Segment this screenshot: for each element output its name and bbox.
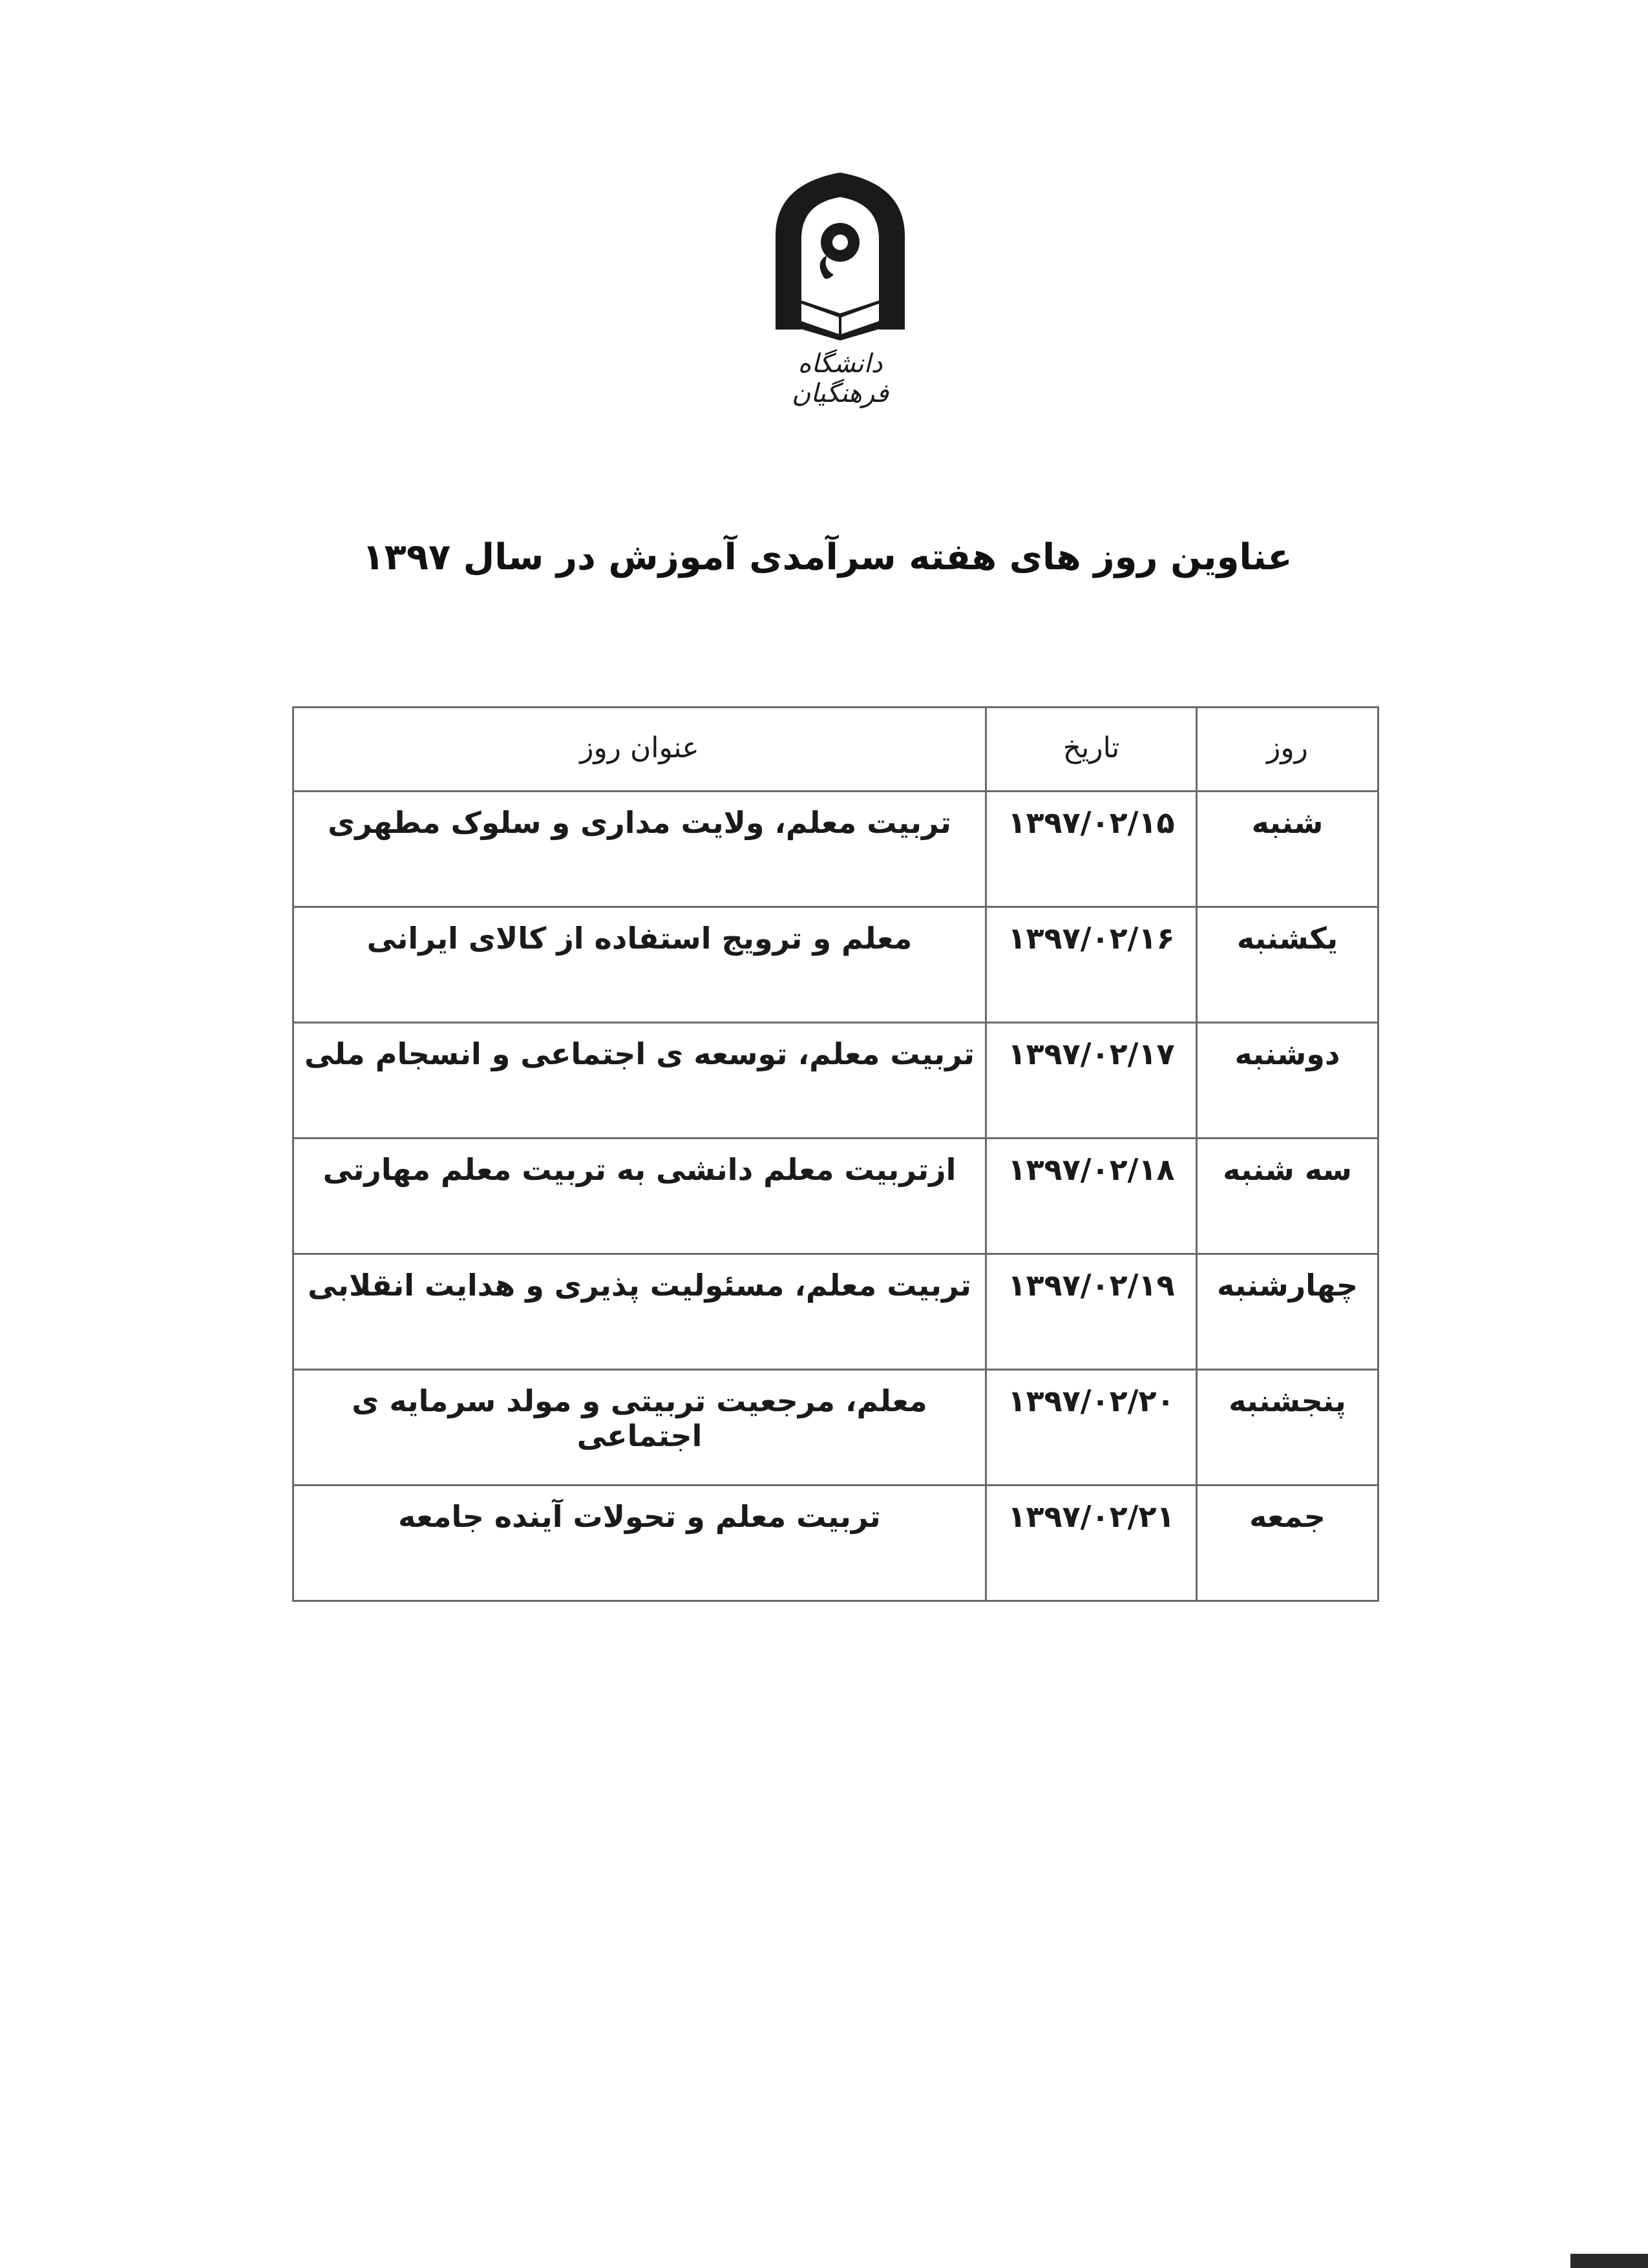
university-emblem-icon [763,165,918,342]
cell-title: ازتربیت معلم دانشی به تربیت معلم مهارتی [293,1139,986,1254]
cell-title: معلم و ترویج استفاده از کالای ایرانی [293,907,986,1023]
header-title: عنوان روز [293,708,986,792]
cell-day: جمعه [1197,1486,1379,1601]
cell-date: ۱۳۹۷/۰۲/۱۸ [986,1139,1197,1254]
table-row [293,792,1379,907]
cell-date: ۱۳۹۷/۰۲/۲۰ [986,1370,1197,1486]
cell-title: تربیت معلم و تحولات آینده جامعه [293,1486,986,1601]
cell-title: تربیت معلم، مسئولیت پذیری و هدایت انقلابی [293,1254,986,1370]
table-header-row [293,708,1379,792]
cell-date: ۱۳۹۷/۰۲/۱۵ [986,792,1197,907]
schedule-table [292,706,1379,1602]
cell-day: دوشنبه [1197,1023,1379,1139]
scanner-corner-mark [1570,2254,1648,2268]
cell-day: پنجشنبه [1197,1370,1379,1486]
university-logo [763,165,918,408]
table-row [293,907,1379,1023]
cell-day: یکشنبه [1197,907,1379,1023]
cell-date: ۱۳۹۷/۰۲/۲۱ [986,1486,1197,1601]
cell-day: چهارشنبه [1197,1254,1379,1370]
cell-date: ۱۳۹۷/۰۲/۱۶ [986,907,1197,1023]
cell-date: ۱۳۹۷/۰۲/۱۹ [986,1254,1197,1370]
cell-title: تربیت معلم، توسعه ی اجتماعی و انسجام ملی [293,1023,986,1139]
cell-title: تربیت معلم، ولایت مداری و سلوک مطهری [293,792,986,907]
table-row [293,1254,1379,1370]
logo-caption: دانشگاه فرهنگیان [791,349,889,408]
table-row [293,1139,1379,1254]
header-day: روز [1197,708,1379,792]
cell-day: شنبه [1197,792,1379,907]
table-row [293,1023,1379,1139]
cell-title: معلم، مرجعیت تربیتی و مولد سرمایه ی اجتماعی [293,1370,986,1486]
document-title: عناوین روز های هفته سرآمدی آموزش در سال ۱۳۹۷ [362,536,1293,578]
cell-date: ۱۳۹۷/۰۲/۱۷ [986,1023,1197,1139]
table-row [293,1486,1379,1601]
header-date: تاریخ [986,708,1197,792]
table-row [293,1370,1379,1486]
cell-day: سه شنبه [1197,1139,1379,1254]
